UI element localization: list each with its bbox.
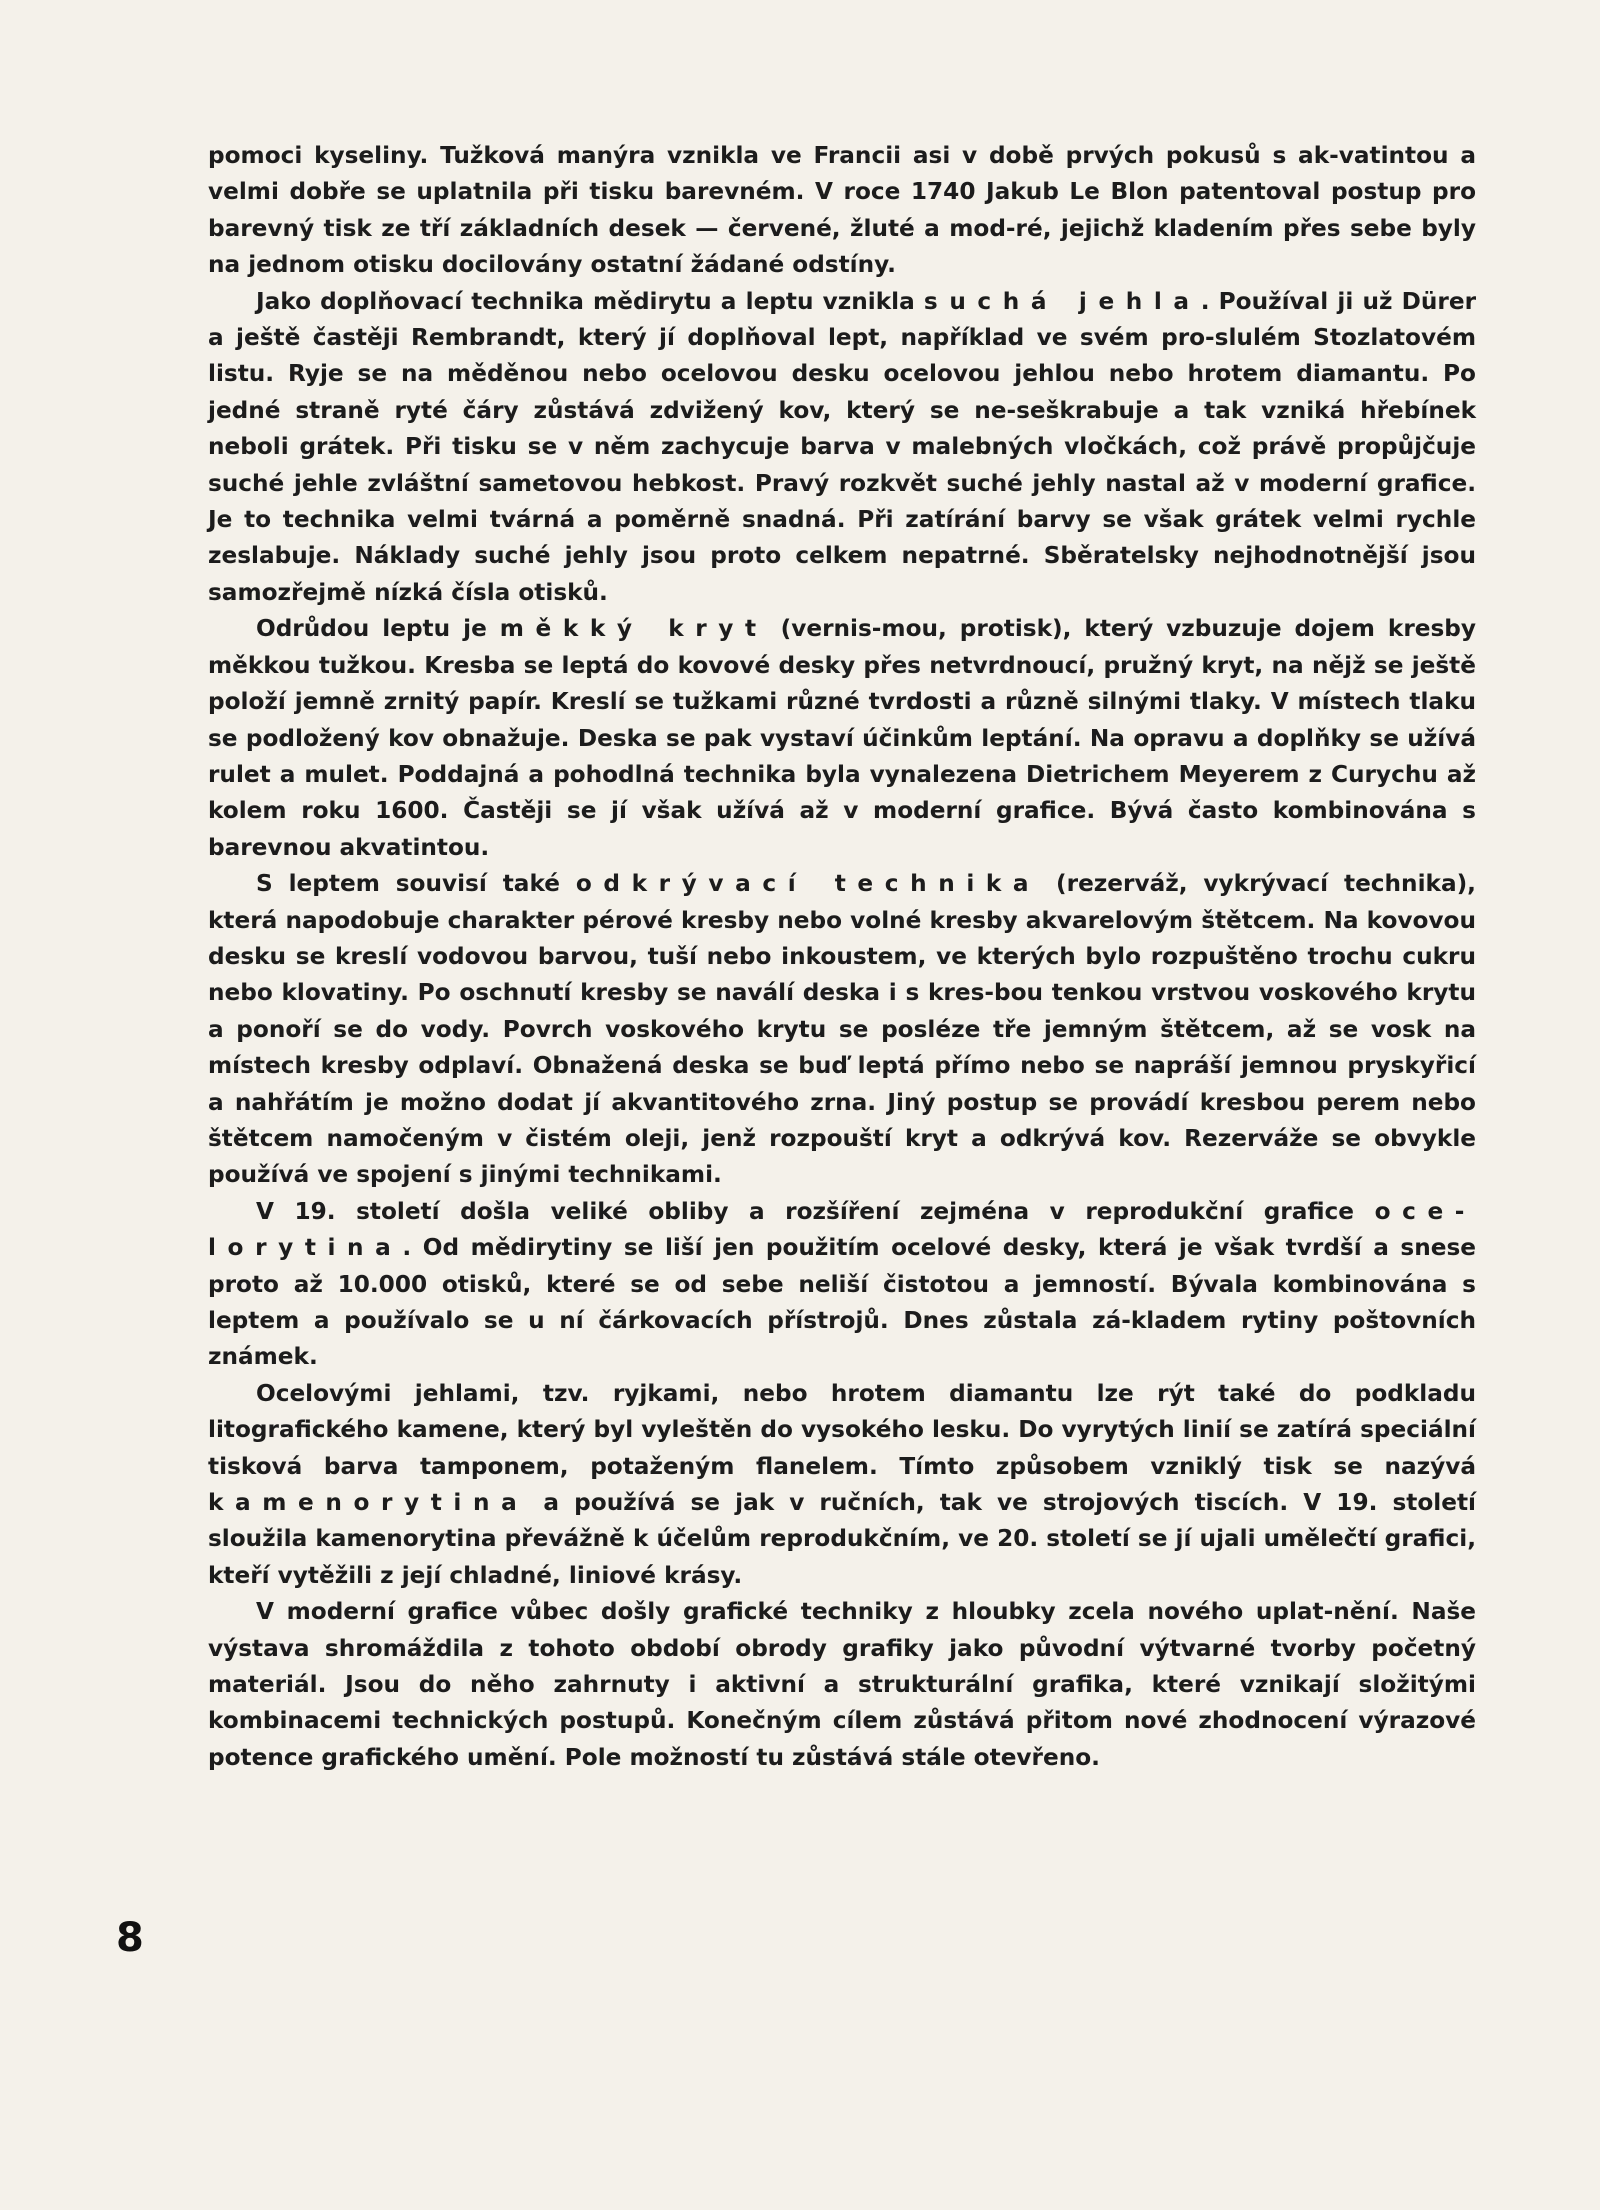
paragraph-text: Jako doplňovací technika mědirytu a leptu vznikla [256, 287, 924, 315]
paragraph [208, 1194, 1476, 1376]
paragraph [208, 138, 1476, 284]
paragraph [208, 1594, 1476, 1776]
paragraph-text: . Od mědirytiny se liší jen použitím ocelové desky, která je však tvrdší a snese proto až 10.000 otisků, které se od sebe neliší čistotou a jemností. Bývala kombinována s leptem a používalo se u ní čárkovacích přístrojů. Dnes zůstala zá-kladem rytiny poštovních známek. [208, 1234, 1476, 1371]
paragraph-text: (rezerváž, vykrývací technika), která napodobuje charakter pérové kresby nebo volné kresby akvarelovým štětcem. Na kovovou desku se kreslí vodovou barvou, tuší nebo inkoustem, ve kterých bylo rozpuštěno trochu cukru nebo klovatiny. Po oschnutí kresby se naválí deska i s kres-bou tenkou vrstvou voskového krytu a ponoří se do vody. Povrch voskového krytu se posléze tře jemným štětcem, až se vosk na místech kresby odplaví. Obnažená deska se buď leptá přímo nebo se napráší jemnou pryskyřicí a nahřátím je možno dodat jí akvantitového zrna. Jiný postup se provádí kresbou perem nebo štětcem namočeným v čistém oleji, jenž rozpouští kryt a odkrývá kov. Rezerváže se obvykle používá ve spojení s jinými technikami. [208, 870, 1476, 1189]
paragraph-text: Odrůdou leptu je [256, 615, 500, 643]
paragraph [208, 866, 1476, 1194]
paragraph-text: (vernis-mou, protisk), který vzbuzuje dojem kresby měkkou tužkou. Kresba se leptá do kovové desky přes netvrdnoucí, pružný kryt, na nějž se ještě položí jemně zrnitý papír. Kreslí se tužkami různé tvrdosti a různě silnými tlaky. V místech tlaku se podložený kov obnažuje. Deska se pak vystaví účinkům leptání. Na opravu a doplňky se užívá rulet a mulet. Poddajná a pohodlná technika byla vynalezena Dietrichem Meyerem z Curychu až kolem roku 1600. Častěji se jí však užívá až v moderní grafice. Bývá často kombinována s barevnou akvatintou. [208, 615, 1476, 861]
paragraph-text: V moderní grafice vůbec došly grafické techniky z hloubky zcela nového uplat-nění. Naše výstava shromáždila z tohoto období obrody grafiky jako původní výtvarné tvorby početný materiál. Jsou do něho zahrnuty i aktivní a strukturální grafika, které vznikají složitými kombinacemi technických postupů. Konečným cílem zůstává přitom nové zhodnocení výrazové potence grafického umění. Pole možností tu zůstává stále otevřeno. [208, 1598, 1476, 1771]
paragraph-text: . Používal ji už Dürer a ještě častěji Rembrandt, který jí doplňoval lept, například ve svém pro-slulém Stozlatovém listu. Ryje se na měděnou nebo ocelovou desku ocelovou jehlou nebo hrotem diamantu. Po jedné straně ryté čáry zůstává zdvižený kov, který se ne-seškrabuje a tak vzniká hřebínek neboli grátek. Při tisku se v něm zachycuje barva v malebných vločkách, což právě propůjčuje suché jehle zvláštní sametovou hebkost. Pravý rozkvět suché jehly nastal až v moderní grafice. Je to technika velmi tvárná a poměrně snadná. Při zatírání barvy se však grátek velmi rychle zeslabuje. Náklady suché jehly jsou proto celkem nepatrné. Sběratelsky nejhodnotnější jsou samozřejmě nízká čísla otisků. [208, 287, 1477, 606]
technique-term: oce-lorytina [208, 1197, 1476, 1262]
page-number: 8 [116, 1915, 144, 1961]
paragraph-text: Ocelovými jehlami, tzv. ryjkami, nebo hrotem diamantu lze rýt také do podkladu litografického kamene, který byl vyleštěn do vysokého lesku. Do vyrytých linií se zatírá speciální tisková barva tamponem, potaženým flanelem. Tímto způsobem vzniklý tisk se nazývá [208, 1379, 1476, 1480]
paragraph [208, 611, 1476, 866]
paragraph-text: S leptem souvisí také [256, 870, 576, 898]
paragraph [208, 1376, 1476, 1594]
paragraph-text: a používá se jak v ručních, tak ve strojových tiscích. V 19. století sloužila kamenorytina převážně k účelům reprodukčním, ve 20. století se jí ujali umělečtí grafici, kteří vytěžili z její chladné, liniové krásy. [208, 1489, 1476, 1589]
technique-term: kamenorytina [208, 1489, 529, 1517]
technique-term: měkký kryt [499, 615, 768, 643]
technique-term: odkrývací technika [575, 870, 1041, 898]
technique-term: suchá jehla [923, 287, 1201, 315]
body-text [208, 138, 1476, 1776]
paragraph-text: pomoci kyseliny. Tužková manýra vznikla ve Francii asi v době prvých pokusů s ak-vatintou a velmi dobře se uplatnila při tisku barevném. V roce 1740 Jakub Le Blon patentoval postup pro barevný tisk ze tří základních desek — červené, žluté a mod-ré, jejichž kladením přes sebe byly na jednom otisku docilovány ostatní žádané odstíny. [208, 142, 1476, 279]
paragraph [208, 284, 1476, 612]
paragraph-text: V 19. století došla veliké obliby a rozšíření zejména v reprodukční grafice [256, 1197, 1375, 1225]
